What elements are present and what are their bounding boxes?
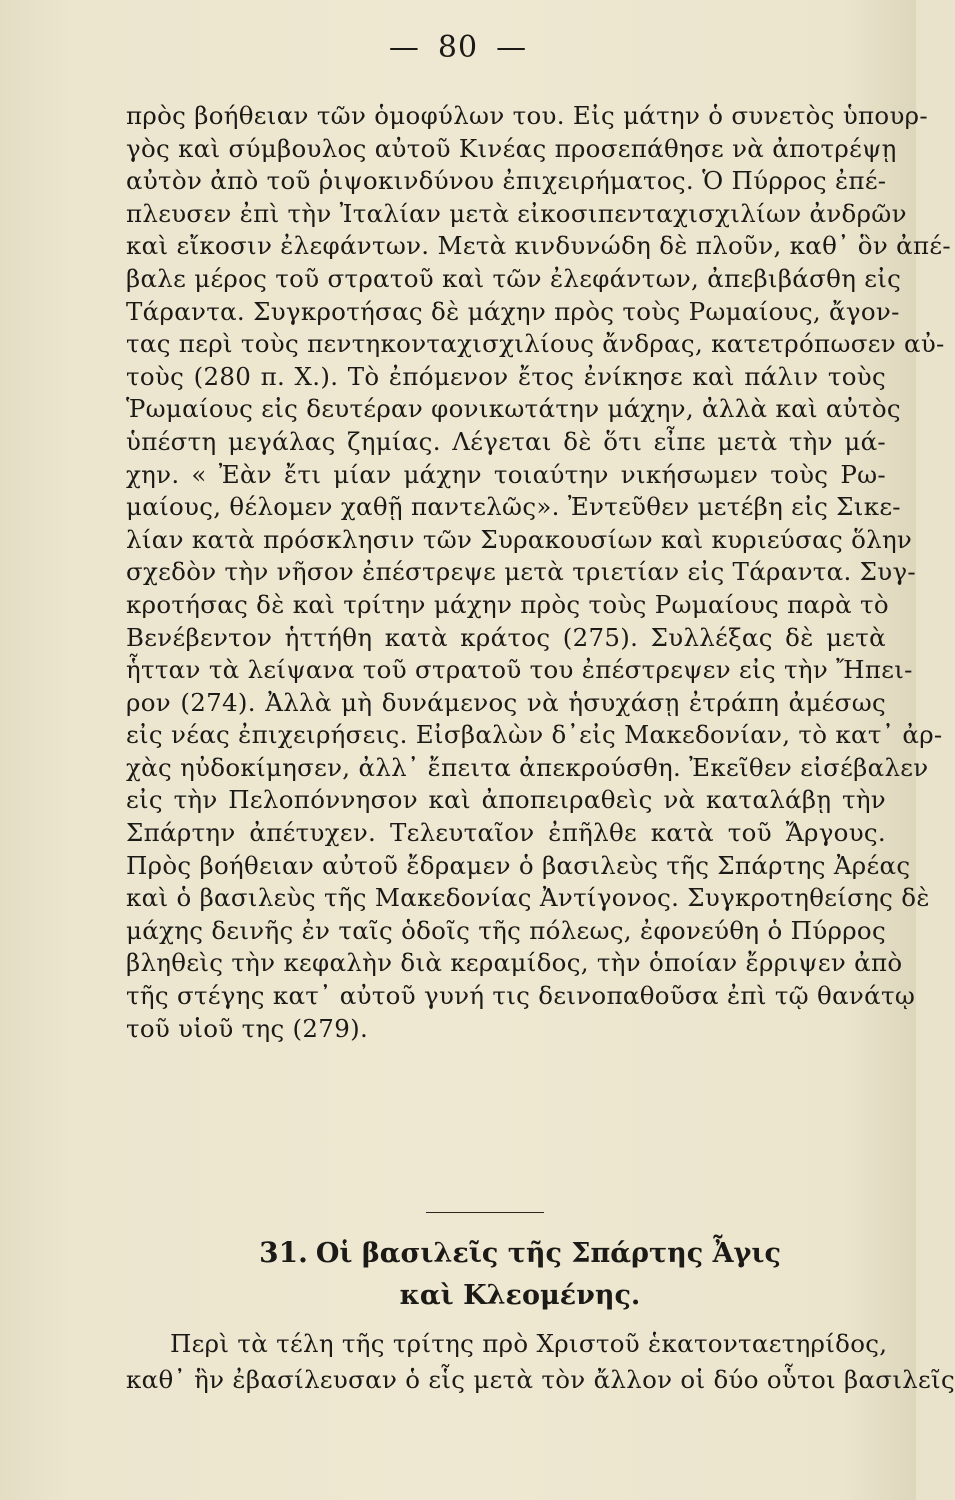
text-line: μάχης δεινῆς ἐν ταῖς ὁδοῖς τῆς πόλεως, ἐφονεύθη ὁ Πύρρος [126, 915, 886, 945]
text-line: χὰς ηὐδοκίμησεν, ἀλλ᾿ ἔπειτα ἀπεκρούσθη. Ἐκεῖθεν εἰσέβαλεν [126, 752, 929, 782]
text-line: Σπάρτην ἀπέτυχεν. Τελευταῖον ἐπῆλθε κατὰ τοῦ Ἄργους. [126, 818, 886, 848]
text-line: μαίους, θέλομεν χαθῇ παντελῶς». Ἐντεῦθεν μετέβη εἰς Σικε- [126, 492, 901, 522]
text-line: τοῦ υἱοῦ της (279). [126, 1013, 369, 1043]
text-line: Ῥωμαίους εἰς δευτέραν φονικωτάτην μάχην, ἀλλὰ καὶ αὐτὸς [126, 394, 901, 424]
text-line: τας περὶ τοὺς πεντηκονταχισχιλίους ἄνδρας, κατετρόπωσεν αὐ- [126, 329, 945, 359]
section-body-text [126, 1326, 955, 1398]
page-number-value: 80 [437, 30, 479, 65]
text-line: Περὶ τὰ τέλη τῆς τρίτης πρὸ Χριστοῦ ἑκατονταετηρίδος, [170, 1329, 888, 1358]
section-heading-line-1 [150, 1232, 890, 1275]
text-line: πλευσεν ἐπὶ τὴν Ἰταλίαν μετὰ εἰκοσιπενταχισχιλίων ἀνδρῶν [126, 198, 907, 228]
page-number [0, 30, 916, 65]
page-number-dash-right: — [496, 30, 528, 65]
text-line: εἰς τὴν Πελοπόννησον καὶ ἀποπειραθεὶς νὰ καταλάβῃ τὴν [126, 785, 886, 815]
text-line: βαλε μέρος τοῦ στρατοῦ καὶ τῶν ἐλεφάντων, ἀπεβιβάσθη εἰς [126, 263, 902, 293]
section-title-line-2: καὶ Κλεομένης. [399, 1280, 641, 1311]
text-line: καθ᾿ ἣν ἐβασίλευσαν ὁ εἷς μετὰ τὸν ἄλλον οἱ δύο οὗτοι βασιλεῖς [126, 1365, 955, 1394]
text-line: Τάραντα. Συγκροτήσας δὲ μάχην πρὸς τοὺς Ρωμαίους, ἄγον- [126, 296, 900, 326]
section-heading [150, 1232, 890, 1317]
text-line: χην. « Ἐὰν ἔτι μίαν μάχην τοιαύτην νικήσωμεν τοὺς Ρω- [126, 459, 886, 489]
text-line: καὶ ὁ βασιλεὺς τῆς Μακεδονίας Ἀντίγονος. Συγκροτηθείσης δὲ [126, 883, 930, 913]
section-number: 31. [259, 1236, 308, 1269]
text-line: τοὺς (280 π. Χ.). Τὸ ἐπόμενον ἔτος ἐνίκησε καὶ πάλιν τοὺς [126, 361, 886, 391]
text-line: ὑπέστη μεγάλας ζημίας. Λέγεται δὲ ὅτι εἶπε μετὰ τὴν μά- [126, 426, 886, 456]
text-line: ρον (274). Ἀλλὰ μὴ δυνάμενος νὰ ἡσυχάσῃ ἐτράπη ἀμέσως [126, 687, 886, 717]
text-line: πρὸς βοήθειαν τῶν ὁμοφύλων του. Εἰς μάτην ὁ συνετὸς ὑπουρ- [126, 101, 928, 130]
text-line: βληθεὶς τὴν κεφαλὴν διὰ κεραμίδος, τὴν ὁποίαν ἔρριψεν ἀπὸ [126, 948, 903, 978]
text-line: γὸς καὶ σύμβουλος αὐτοῦ Κινέας προσεπάθησε νὰ ἀποτρέψῃ [126, 133, 897, 163]
section-divider [426, 1212, 544, 1213]
text-line: Βενέβεντον ἡττήθη κατὰ κράτος (275). Συλλέξας δὲ μετὰ [126, 622, 886, 652]
text-line: αὐτὸν ἀπὸ τοῦ ῥιψοκινδύνου ἐπιχειρήματος. Ὁ Πύρρος ἐπέ- [126, 166, 887, 196]
text-line: εἰς νέας ἐπιχειρήσεις. Εἰσβαλὼν δ᾿εἰς Μακεδονίαν, τὸ κατ᾿ ἀρ- [126, 720, 943, 750]
text-line: ἧτταν τὰ λείψανα τοῦ στρατοῦ του ἐπέστρεψεν εἰς τὴν Ἤπει- [126, 655, 913, 685]
page-number-dash-left: — [388, 30, 420, 65]
text-line: σχεδὸν τὴν νῆσον ἐπέστρεψε μετὰ τριετίαν εἰς Τάραντα. Συγ- [126, 557, 916, 587]
text-line: Πρὸς βοήθειαν αὐτοῦ ἔδραμεν ὁ βασιλεὺς τῆς Σπάρτης Ἀρέας [126, 850, 911, 880]
text-line: λίαν κατὰ πρόσκλησιν τῶν Συρακουσίων καὶ κυριεύσας ὅλην [126, 524, 913, 554]
text-line: τῆς στέγης κατ᾿ αὐτοῦ γυνή τις δεινοπαθοῦσα ἐπὶ τῷ θανάτῳ [126, 981, 916, 1011]
text-line: καὶ εἴκοσιν ἐλεφάντων. Μετὰ κινδυνώδη δὲ πλοῦν, καθ᾿ ὃν ἀπέ- [126, 231, 951, 261]
text-line: κροτήσας δὲ καὶ τρίτην μάχην πρὸς τοὺς Ρωμαίους παρὰ τὸ [126, 589, 889, 619]
body-text [126, 100, 951, 1045]
section-title-line-1: Οἱ βασιλεῖς τῆς Σπάρτης Ἆγις [315, 1238, 781, 1269]
